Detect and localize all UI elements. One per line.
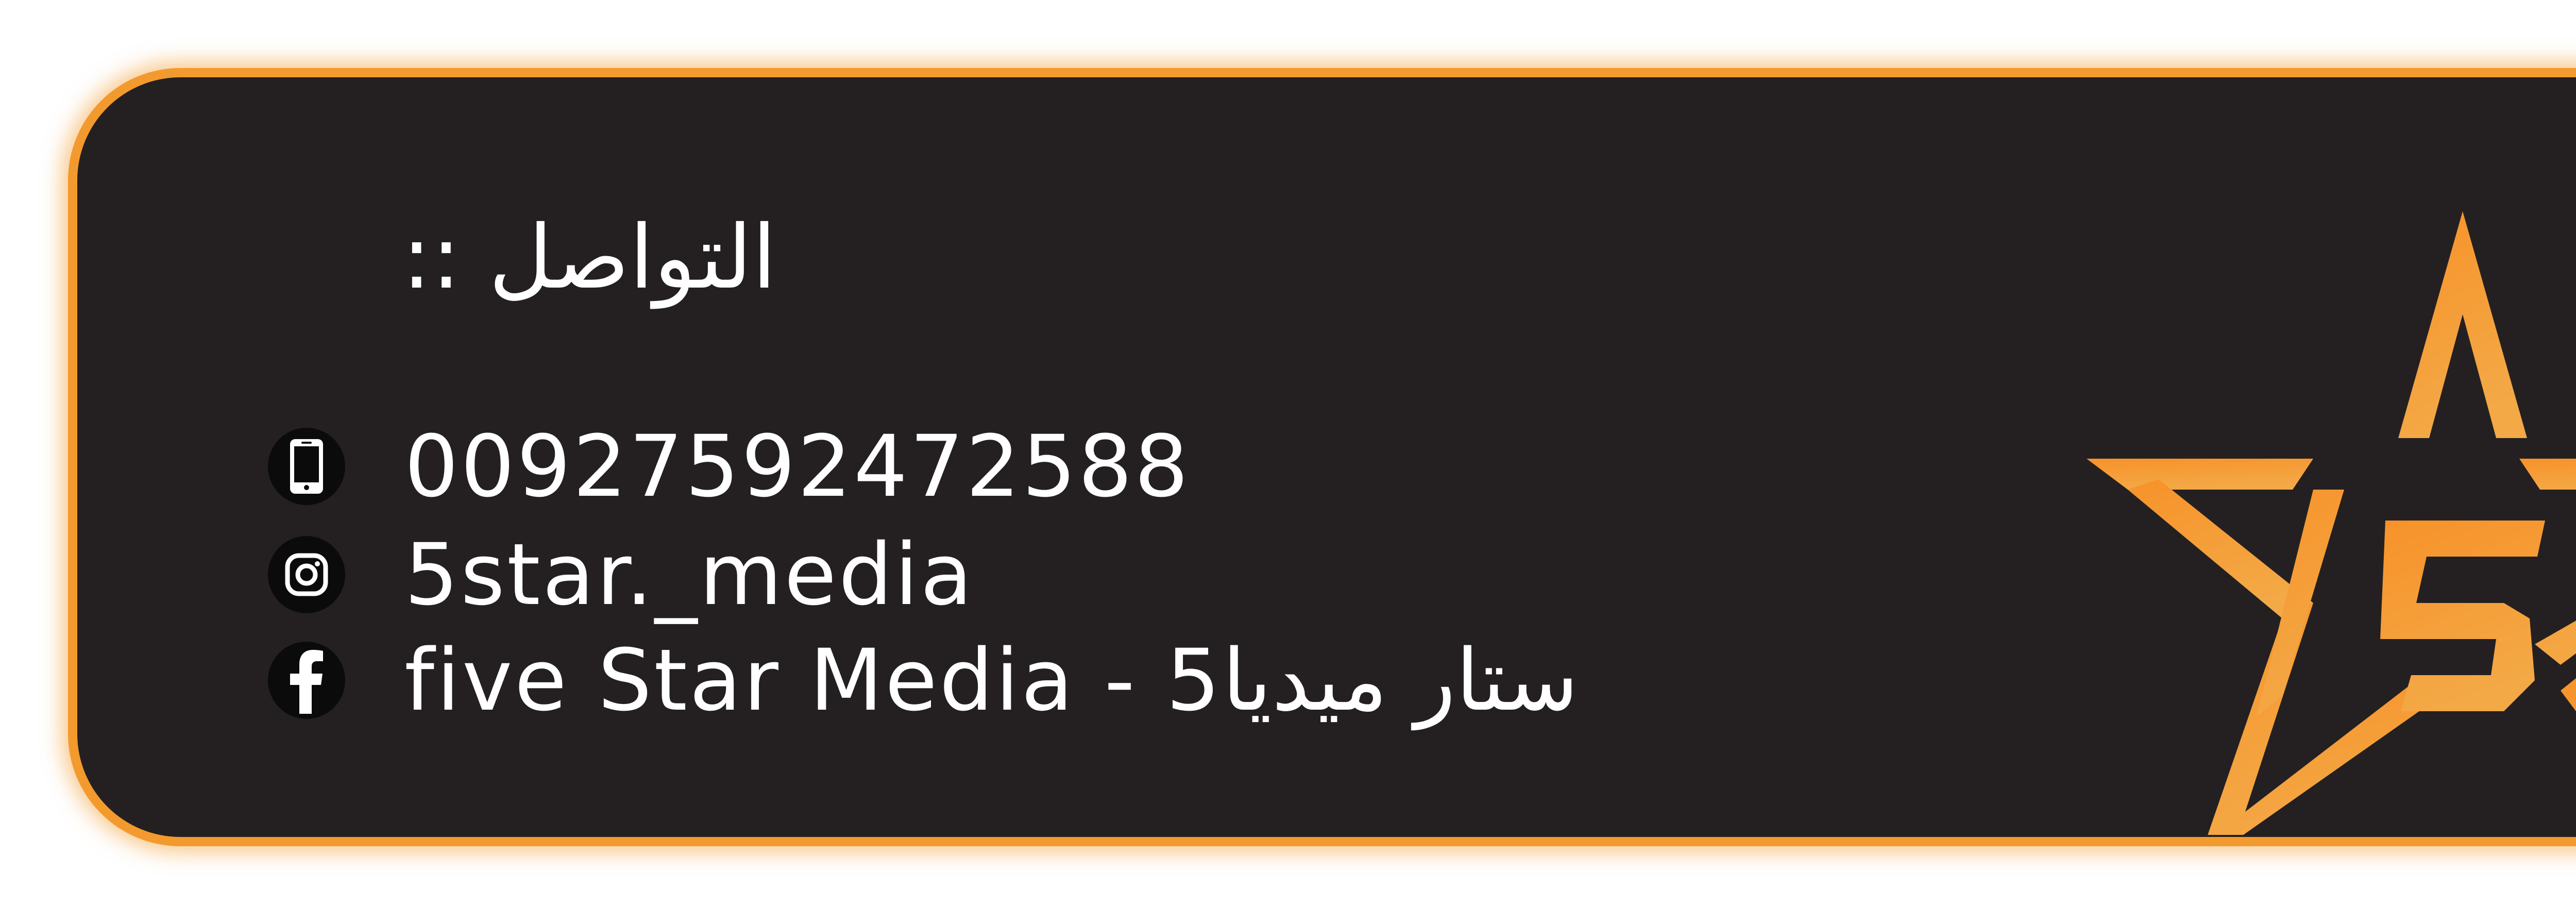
mobile-phone-icon [268, 428, 345, 505]
facebook-icon [268, 642, 345, 719]
instagram-row[interactable] [268, 523, 974, 626]
contact-card [77, 77, 2576, 837]
contact-heading: التواصل :: [402, 207, 777, 309]
facebook-row[interactable] [268, 629, 1579, 732]
phone-row[interactable] [268, 415, 1191, 518]
instagram-handle: 5star._media [404, 525, 975, 624]
phone-number: 00927592472588 [404, 417, 1191, 516]
five-star-logo-icon [2025, 124, 2576, 835]
facebook-page-name: five Star Media - 5ستار ميديا [404, 631, 1579, 730]
instagram-icon [268, 536, 345, 613]
